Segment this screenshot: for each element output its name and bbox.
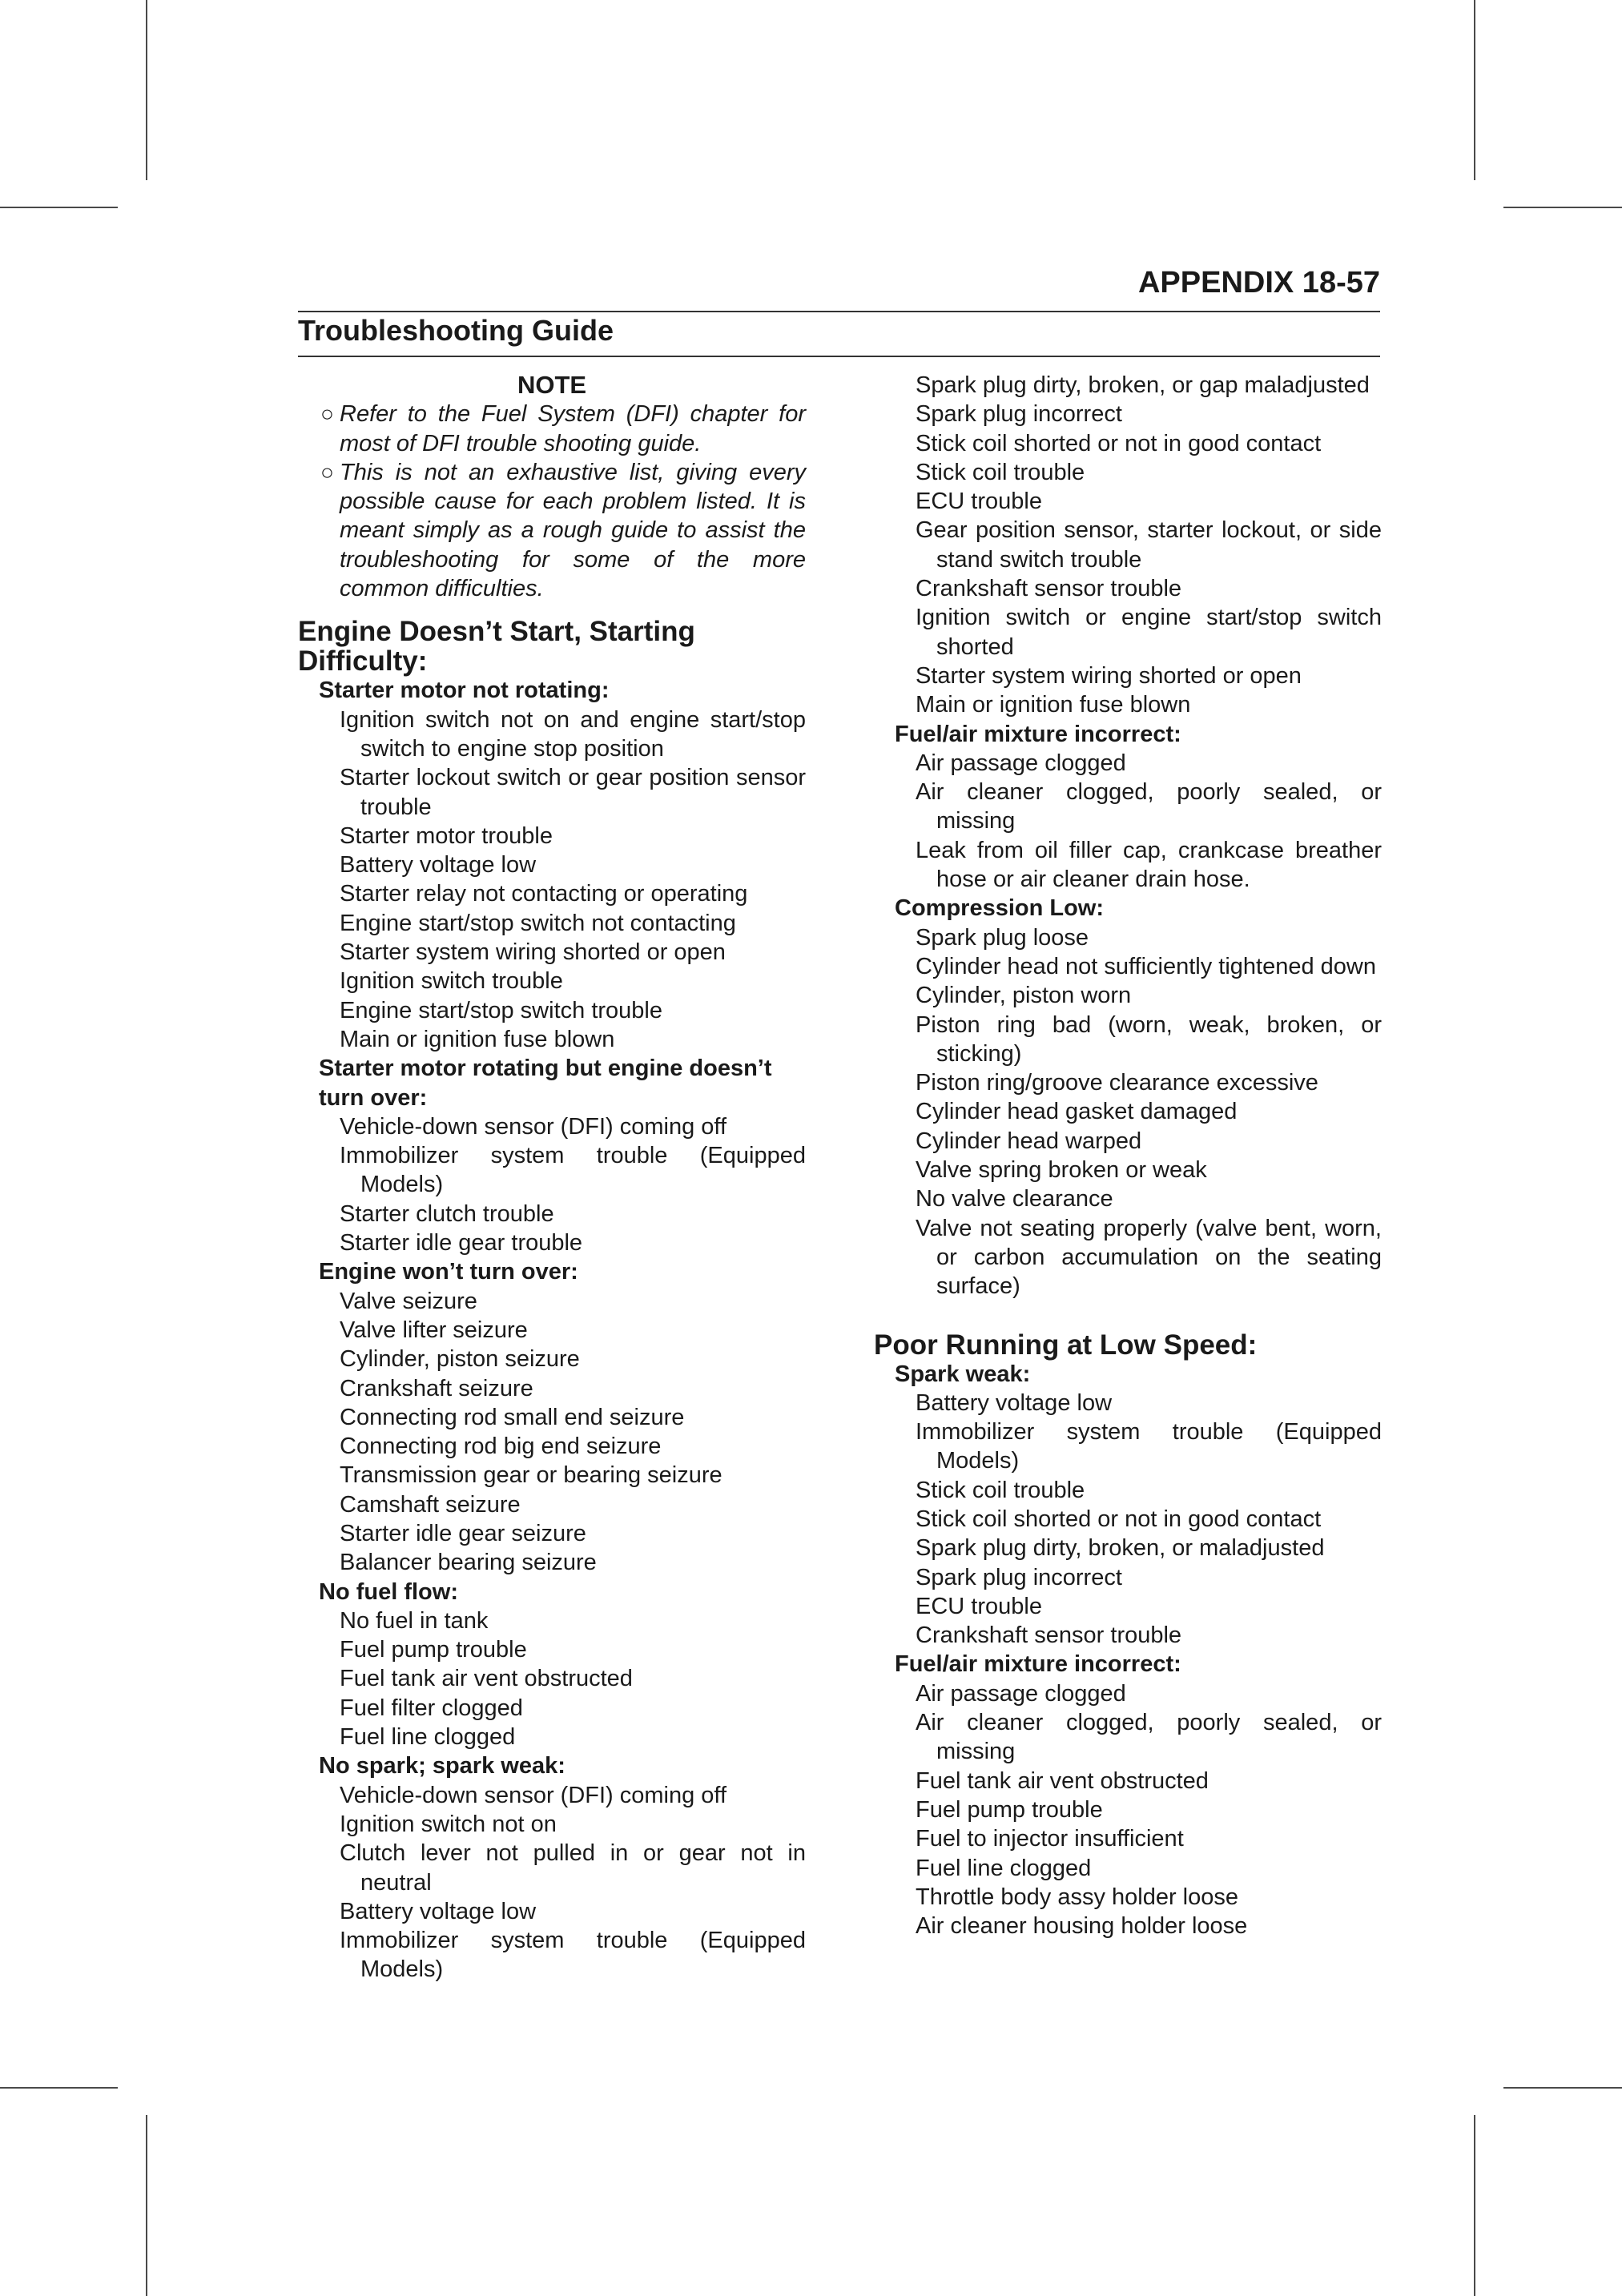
section-title: Troubleshooting Guide <box>298 314 614 347</box>
cause-item: Air passage clogged <box>916 1680 1126 1707</box>
symptom-heading: Spark weak: <box>895 1361 1031 1387</box>
problem-title: Engine Doesn’t Start, Starting Difficulty: <box>298 616 695 678</box>
cause-item: Air cleaner clogged, poorly sealed, or missing <box>916 779 1382 834</box>
cause-item: Battery voltage low <box>916 1389 1113 1416</box>
symptom-heading: Compression Low: <box>895 895 1105 922</box>
crop-mark-bottom-left <box>146 2115 147 2296</box>
cause-item: Fuel line clogged <box>340 1724 516 1751</box>
crop-mark-bottom-left <box>0 2087 118 2089</box>
cause-item: Piston ring/groove clearance excessive <box>916 1070 1318 1096</box>
cause-item: Cylinder, piston worn <box>916 983 1132 1009</box>
cause-item: Crankshaft sensor trouble <box>916 1622 1182 1649</box>
cause-item: Balancer bearing seizure <box>340 1550 597 1576</box>
cause-item: Main or ignition fuse blown <box>340 1026 615 1052</box>
cause-item: Fuel to injector insufficient <box>916 1826 1184 1852</box>
symptom-heading: No spark; spark weak: <box>319 1753 565 1779</box>
cause-item: Starter lockout switch or gear position sensor trouble <box>340 765 806 820</box>
cause-item: Stick coil trouble <box>916 1477 1085 1503</box>
cause-item: Spark plug incorrect <box>916 1564 1122 1590</box>
right-groups <box>874 720 1382 1301</box>
cause-item: Connecting rod big end seizure <box>340 1433 662 1460</box>
circle-bullet-icon: ○ <box>320 459 334 485</box>
header-rule-top <box>298 311 1380 312</box>
cause-item: Valve spring broken or weak <box>916 1157 1207 1184</box>
cause-item: No valve clearance <box>916 1186 1113 1212</box>
note-text: Refer to the Fuel System (DFI) chapter for most of DFI trouble shooting guide. <box>340 401 806 456</box>
cause-item: Stick coil shorted or not in good contact <box>916 430 1322 456</box>
cause-item: Cylinder head not sufficiently tightened down <box>916 953 1377 979</box>
cause-item: Clutch lever not pulled in or gear not in neutral <box>340 1840 806 1896</box>
cause-item: Vehicle-down sensor (DFI) coming off <box>340 1113 727 1140</box>
cause-item: Fuel pump trouble <box>916 1796 1103 1823</box>
note-text: This is not an exhaustive list, giving every possible cause for each problem listed. It is meant simply as a rough guide to assist the troubleshooting for some of the more common difficulties. <box>340 459 806 602</box>
cause-item: Piston ring bad (worn, weak, broken, or sticking) <box>916 1011 1382 1067</box>
cause-item: Leak from oil filler cap, crankcase breather hose or air cleaner drain hose. <box>916 837 1382 893</box>
cause-item: Immobilizer system trouble (Equipped Models) <box>340 1928 806 1983</box>
cause-item: Valve seizure <box>340 1288 477 1314</box>
cause-item: Transmission gear or bearing seizure <box>340 1462 722 1489</box>
symptom-heading: Engine won’t turn over: <box>319 1259 578 1285</box>
cause-item: Cylinder head warped <box>916 1128 1142 1154</box>
cause-item: Air cleaner clogged, poorly sealed, or missing <box>916 1710 1382 1765</box>
note-item <box>298 458 806 603</box>
cause-item: No fuel in tank <box>340 1607 489 1634</box>
circle-bullet-icon: ○ <box>320 401 334 427</box>
cause-item: Valve not seating properly (valve bent, worn, or carbon accumulation on the seating surface) <box>916 1215 1382 1300</box>
cause-item: Stick coil trouble <box>916 459 1085 485</box>
crop-mark-bottom-right <box>1474 2115 1475 2296</box>
cause-item: Battery voltage low <box>340 1898 537 1924</box>
cause-item: Starter system wiring shorted or open <box>340 939 726 966</box>
header-rule-bottom <box>298 356 1380 357</box>
left-column <box>298 371 806 1984</box>
symptom-heading: No fuel flow: <box>319 1578 458 1605</box>
cause-item: Engine start/stop switch trouble <box>340 997 662 1023</box>
cause-item: Fuel filter clogged <box>340 1695 523 1721</box>
cause-item: Stick coil shorted or not in good contact <box>916 1506 1322 1532</box>
page-number: APPENDIX 18-57 <box>1137 266 1380 300</box>
symptom-heading: Starter motor not rotating: <box>319 678 610 704</box>
cause-item: Fuel pump trouble <box>340 1637 527 1663</box>
cause-item: Starter relay not contacting or operating <box>340 881 748 907</box>
cause-item: Engine start/stop switch not contacting <box>340 910 736 936</box>
cause-item: Ignition switch not on and engine start/stop switch to engine stop position <box>340 706 806 762</box>
cause-item: Crankshaft sensor trouble <box>916 576 1182 602</box>
symptom-heading: Starter motor rotating but engine doesn’t turn over: <box>319 1056 772 1111</box>
continued-cause-list <box>874 371 1382 720</box>
crop-mark-bottom-right <box>1503 2087 1622 2089</box>
cause-item: Main or ignition fuse blown <box>916 692 1191 718</box>
cause-item: Spark plug loose <box>916 924 1089 951</box>
note-item <box>298 400 806 458</box>
crop-mark-top-left <box>146 0 147 180</box>
note-heading: NOTE <box>517 371 587 399</box>
cause-item: Spark plug dirty, broken, or maladjusted <box>916 1535 1325 1562</box>
left-groups <box>298 676 806 1984</box>
cause-item: ECU trouble <box>916 489 1042 515</box>
cause-item: ECU trouble <box>916 1593 1042 1619</box>
cause-item: Vehicle-down sensor (DFI) coming off <box>340 1782 727 1808</box>
crop-mark-top-left <box>0 207 118 208</box>
cause-item: Air passage clogged <box>916 750 1126 776</box>
cause-item: Gear position sensor, starter lockout, or side stand switch trouble <box>916 517 1382 573</box>
cause-item: Ignition switch trouble <box>340 968 563 995</box>
right-column <box>874 371 1382 1940</box>
cause-item: Crankshaft seizure <box>340 1375 533 1401</box>
cause-item: Starter idle gear trouble <box>340 1230 583 1257</box>
cause-item: Starter system wiring shorted or open <box>916 662 1302 689</box>
cause-item: Fuel tank air vent obstructed <box>340 1666 633 1692</box>
cause-item: Immobilizer system trouble (Equipped Models) <box>340 1143 806 1198</box>
cause-item: Camshaft seizure <box>340 1491 521 1518</box>
cause-item: Cylinder, piston seizure <box>340 1346 580 1373</box>
cause-item: Spark plug incorrect <box>916 401 1122 428</box>
cause-item: Starter idle gear seizure <box>340 1520 586 1546</box>
cause-item: Immobilizer system trouble (Equipped Models) <box>916 1419 1382 1474</box>
cause-item: Battery voltage low <box>340 852 537 879</box>
crop-mark-top-right <box>1474 0 1475 180</box>
symptom-heading: Fuel/air mixture incorrect: <box>895 721 1181 747</box>
cause-item: Air cleaner housing holder loose <box>916 1913 1248 1940</box>
cause-item: Fuel tank air vent obstructed <box>916 1767 1209 1794</box>
cause-item: Starter clutch trouble <box>340 1200 554 1227</box>
cause-item: Valve lifter seizure <box>340 1317 528 1343</box>
right-groups-2 <box>874 1360 1382 1941</box>
crop-mark-top-right <box>1503 207 1622 208</box>
cause-item: Spark plug dirty, broken, or gap maladjusted <box>916 372 1370 398</box>
symptom-heading: Fuel/air mixture incorrect: <box>895 1651 1181 1678</box>
cause-item: Ignition switch not on <box>340 1811 557 1837</box>
cause-item: Connecting rod small end seizure <box>340 1404 685 1430</box>
cause-item: Ignition switch or engine start/stop switch shorted <box>916 605 1382 660</box>
cause-item: Starter motor trouble <box>340 822 553 849</box>
cause-item: Fuel line clogged <box>916 1855 1092 1881</box>
cause-item: Throttle body assy holder loose <box>916 1884 1238 1910</box>
problem-title: Poor Running at Low Speed: <box>874 1329 1258 1361</box>
cause-item: Cylinder head gasket damaged <box>916 1099 1238 1125</box>
